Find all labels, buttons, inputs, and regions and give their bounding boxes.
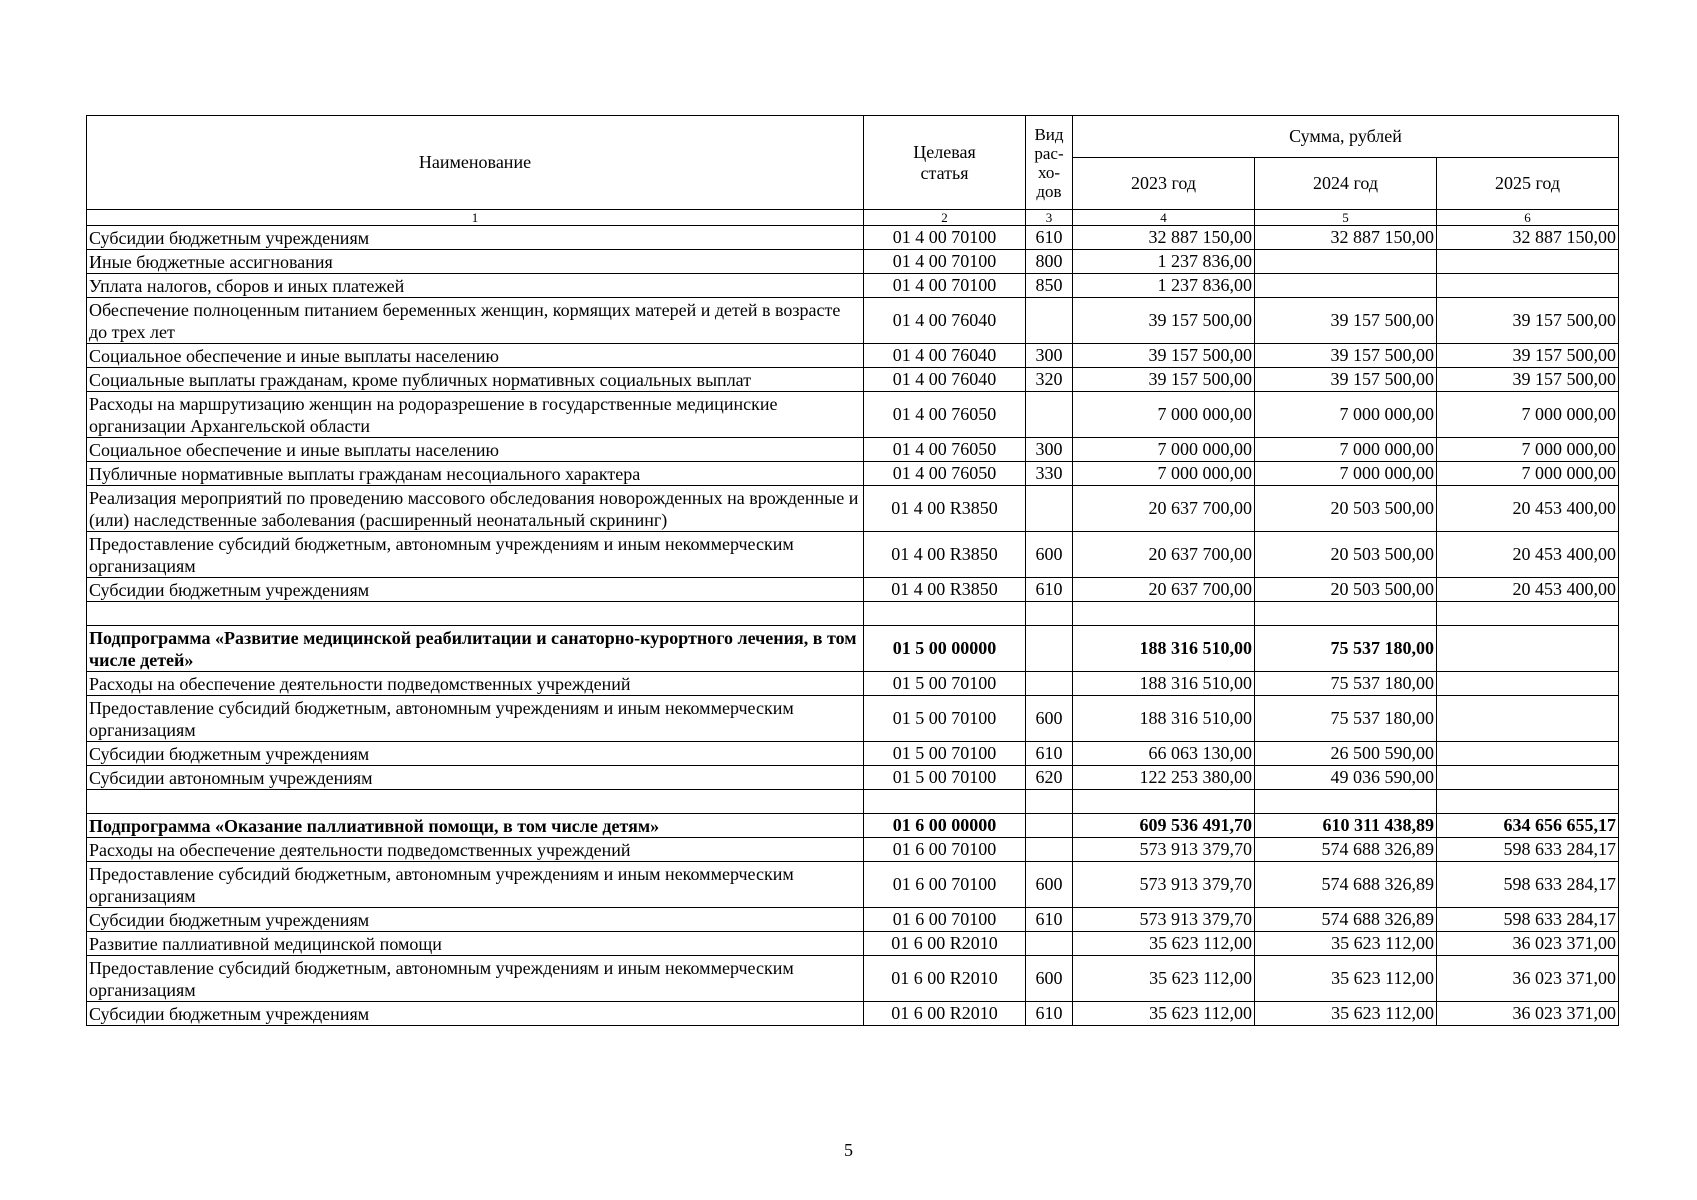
- row-expense-type: 330: [1026, 462, 1073, 486]
- row-amount-2023: 7 000 000,00: [1073, 438, 1255, 462]
- row-target-article: 01 4 00 70100: [864, 250, 1026, 274]
- table-row: [87, 742, 1619, 766]
- row-amount-2023: 573 913 379,70: [1073, 838, 1255, 862]
- row-name: [87, 790, 864, 814]
- row-amount-2023: 39 157 500,00: [1073, 368, 1255, 392]
- row-name: Подпрограмма «Развитие медицинской реабилитации и санаторно-курортного лечения, в том числе детей»: [87, 626, 864, 672]
- row-amount-2024: 35 623 112,00: [1255, 932, 1437, 956]
- row-expense-type: 850: [1026, 274, 1073, 298]
- row-name: Социальное обеспечение и иные выплаты населению: [87, 438, 864, 462]
- row-target-article: 01 6 00 00000: [864, 814, 1026, 838]
- row-amount-2025: 36 023 371,00: [1437, 932, 1619, 956]
- header-target-line2: статья: [920, 162, 969, 183]
- row-name: Субсидии бюджетным учреждениям: [87, 742, 864, 766]
- row-amount-2023: 35 623 112,00: [1073, 1002, 1255, 1026]
- header-vid-line3: хо-: [1037, 162, 1060, 182]
- table-row: [87, 932, 1619, 956]
- column-numbers-row: [87, 210, 1619, 226]
- row-target-article: 01 4 00 76050: [864, 392, 1026, 438]
- row-amount-2025: 598 633 284,17: [1437, 838, 1619, 862]
- page-number: 5: [844, 1140, 853, 1160]
- row-amount-2023: [1073, 602, 1255, 626]
- row-amount-2023: 609 536 491,70: [1073, 814, 1255, 838]
- row-amount-2023: 122 253 380,00: [1073, 766, 1255, 790]
- row-amount-2025: 598 633 284,17: [1437, 862, 1619, 908]
- row-amount-2023: 35 623 112,00: [1073, 956, 1255, 1002]
- row-name: Публичные нормативные выплаты гражданам несоциального характера: [87, 462, 864, 486]
- row-amount-2025: [1437, 790, 1619, 814]
- subprogram-row: [87, 814, 1619, 838]
- row-target-article: 01 4 00 70100: [864, 226, 1026, 250]
- row-name: Предоставление субсидий бюджетным, автономным учреждениям и иным некоммерческим организациям: [87, 696, 864, 742]
- row-expense-type: [1026, 298, 1073, 344]
- row-expense-type: 620: [1026, 766, 1073, 790]
- row-amount-2024: 574 688 326,89: [1255, 862, 1437, 908]
- row-amount-2023: 20 637 700,00: [1073, 532, 1255, 578]
- row-expense-type: [1026, 486, 1073, 532]
- row-expense-type: 300: [1026, 344, 1073, 368]
- row-name: Предоставление субсидий бюджетным, автономным учреждениям и иным некоммерческим организациям: [87, 532, 864, 578]
- table-row: [87, 766, 1619, 790]
- row-amount-2024: 610 311 438,89: [1255, 814, 1437, 838]
- row-amount-2023: 188 316 510,00: [1073, 626, 1255, 672]
- row-amount-2024: [1255, 602, 1437, 626]
- header-expense-type: [1026, 116, 1073, 210]
- table-row: [87, 532, 1619, 578]
- row-amount-2025: 7 000 000,00: [1437, 462, 1619, 486]
- row-expense-type: 800: [1026, 250, 1073, 274]
- row-amount-2024: 26 500 590,00: [1255, 742, 1437, 766]
- row-amount-2024: 35 623 112,00: [1255, 1002, 1437, 1026]
- row-amount-2023: [1073, 790, 1255, 814]
- row-amount-2024: 75 537 180,00: [1255, 696, 1437, 742]
- empty-row: [87, 602, 1619, 626]
- table-row: [87, 1002, 1619, 1026]
- row-amount-2025: [1437, 742, 1619, 766]
- table-row: [87, 250, 1619, 274]
- table-row: [87, 298, 1619, 344]
- row-amount-2025: 20 453 400,00: [1437, 578, 1619, 602]
- row-amount-2025: [1437, 626, 1619, 672]
- row-target-article: 01 4 00 76050: [864, 462, 1026, 486]
- header-year-2025: 2025 год: [1437, 158, 1619, 210]
- table-row: [87, 578, 1619, 602]
- row-expense-type: [1026, 672, 1073, 696]
- row-target-article: 01 4 00 76050: [864, 438, 1026, 462]
- row-amount-2023: 573 913 379,70: [1073, 862, 1255, 908]
- row-name: Иные бюджетные ассигнования: [87, 250, 864, 274]
- row-target-article: [864, 790, 1026, 814]
- column-number: 5: [1255, 210, 1437, 226]
- row-expense-type: 300: [1026, 438, 1073, 462]
- row-amount-2025: 39 157 500,00: [1437, 344, 1619, 368]
- row-amount-2024: 574 688 326,89: [1255, 838, 1437, 862]
- row-expense-type: [1026, 838, 1073, 862]
- row-amount-2024: 20 503 500,00: [1255, 578, 1437, 602]
- row-expense-type: 600: [1026, 862, 1073, 908]
- header-name: Наименование: [87, 116, 864, 210]
- row-target-article: 01 6 00 R2010: [864, 956, 1026, 1002]
- row-amount-2024: 7 000 000,00: [1255, 438, 1437, 462]
- row-amount-2023: 20 637 700,00: [1073, 578, 1255, 602]
- row-amount-2024: 20 503 500,00: [1255, 532, 1437, 578]
- table-row: [87, 672, 1619, 696]
- row-amount-2025: 634 656 655,17: [1437, 814, 1619, 838]
- row-amount-2024: 32 887 150,00: [1255, 226, 1437, 250]
- row-amount-2023: 1 237 836,00: [1073, 250, 1255, 274]
- row-amount-2024: 39 157 500,00: [1255, 298, 1437, 344]
- row-amount-2024: [1255, 274, 1437, 298]
- row-target-article: 01 5 00 70100: [864, 696, 1026, 742]
- table-body: [87, 226, 1619, 1026]
- row-target-article: 01 5 00 00000: [864, 626, 1026, 672]
- column-number: 4: [1073, 210, 1255, 226]
- row-expense-type: [1026, 814, 1073, 838]
- row-expense-type: [1026, 392, 1073, 438]
- row-amount-2023: 39 157 500,00: [1073, 344, 1255, 368]
- row-amount-2025: [1437, 250, 1619, 274]
- row-amount-2025: 39 157 500,00: [1437, 298, 1619, 344]
- row-amount-2025: 20 453 400,00: [1437, 486, 1619, 532]
- table-row: [87, 956, 1619, 1002]
- row-name: Развитие паллиативной медицинской помощи: [87, 932, 864, 956]
- column-number: 1: [87, 210, 864, 226]
- row-amount-2024: 7 000 000,00: [1255, 392, 1437, 438]
- row-name: Субсидии автономным учреждениям: [87, 766, 864, 790]
- row-target-article: 01 6 00 R2010: [864, 1002, 1026, 1026]
- row-amount-2025: 598 633 284,17: [1437, 908, 1619, 932]
- subprogram-row: [87, 626, 1619, 672]
- row-target-article: [864, 602, 1026, 626]
- row-name: Подпрограмма «Оказание паллиативной помощи, в том числе детям»: [87, 814, 864, 838]
- row-expense-type: 600: [1026, 532, 1073, 578]
- table-row: [87, 908, 1619, 932]
- row-amount-2023: 1 237 836,00: [1073, 274, 1255, 298]
- header-year-2023: 2023 год: [1073, 158, 1255, 210]
- table-row: [87, 462, 1619, 486]
- row-name: Расходы на маршрутизацию женщин на родоразрешение в государственные медицинские организации Архангельской области: [87, 392, 864, 438]
- row-amount-2024: 75 537 180,00: [1255, 672, 1437, 696]
- table-row: [87, 696, 1619, 742]
- header-target-line1: Целевая: [913, 141, 976, 162]
- row-name: [87, 602, 864, 626]
- row-target-article: 01 4 00 76040: [864, 298, 1026, 344]
- row-amount-2025: 36 023 371,00: [1437, 1002, 1619, 1026]
- header-target-article: [864, 116, 1026, 210]
- row-target-article: 01 4 00 76040: [864, 368, 1026, 392]
- row-amount-2024: 574 688 326,89: [1255, 908, 1437, 932]
- table-row: [87, 226, 1619, 250]
- row-target-article: 01 6 00 70100: [864, 862, 1026, 908]
- table-row: [87, 486, 1619, 532]
- column-number: 2: [864, 210, 1026, 226]
- row-expense-type: [1026, 626, 1073, 672]
- row-expense-type: [1026, 932, 1073, 956]
- row-name: Социальные выплаты гражданам, кроме публичных нормативных социальных выплат: [87, 368, 864, 392]
- row-amount-2023: 32 887 150,00: [1073, 226, 1255, 250]
- row-amount-2023: 7 000 000,00: [1073, 392, 1255, 438]
- row-expense-type: 600: [1026, 696, 1073, 742]
- row-amount-2023: 188 316 510,00: [1073, 672, 1255, 696]
- header-sum: Сумма, рублей: [1073, 116, 1619, 158]
- row-target-article: 01 5 00 70100: [864, 742, 1026, 766]
- header-vid-line4: дов: [1036, 181, 1062, 201]
- row-target-article: 01 5 00 70100: [864, 672, 1026, 696]
- row-amount-2023: 7 000 000,00: [1073, 462, 1255, 486]
- row-name: Субсидии бюджетным учреждениям: [87, 226, 864, 250]
- row-amount-2024: 35 623 112,00: [1255, 956, 1437, 1002]
- table-row: [87, 344, 1619, 368]
- row-target-article: 01 4 00 R3850: [864, 532, 1026, 578]
- row-name: Субсидии бюджетным учреждениям: [87, 1002, 864, 1026]
- row-amount-2025: 39 157 500,00: [1437, 368, 1619, 392]
- row-amount-2024: 39 157 500,00: [1255, 368, 1437, 392]
- row-amount-2025: 7 000 000,00: [1437, 438, 1619, 462]
- row-expense-type: 610: [1026, 742, 1073, 766]
- table-row: [87, 838, 1619, 862]
- empty-row: [87, 790, 1619, 814]
- row-amount-2024: 20 503 500,00: [1255, 486, 1437, 532]
- row-target-article: 01 6 00 70100: [864, 908, 1026, 932]
- row-name: Социальное обеспечение и иные выплаты населению: [87, 344, 864, 368]
- row-amount-2025: 36 023 371,00: [1437, 956, 1619, 1002]
- column-number: 3: [1026, 210, 1073, 226]
- column-number: 6: [1437, 210, 1619, 226]
- table-row: [87, 438, 1619, 462]
- table-row: [87, 392, 1619, 438]
- row-expense-type: [1026, 790, 1073, 814]
- header-vid-line1: Вид: [1034, 124, 1064, 144]
- row-target-article: 01 4 00 70100: [864, 274, 1026, 298]
- row-target-article: 01 4 00 76040: [864, 344, 1026, 368]
- row-expense-type: 610: [1026, 578, 1073, 602]
- row-target-article: 01 4 00 R3850: [864, 578, 1026, 602]
- row-target-article: 01 6 00 R2010: [864, 932, 1026, 956]
- row-amount-2025: [1437, 696, 1619, 742]
- row-target-article: 01 6 00 70100: [864, 838, 1026, 862]
- row-name: Расходы на обеспечение деятельности подведомственных учреждений: [87, 838, 864, 862]
- row-expense-type: 610: [1026, 1002, 1073, 1026]
- row-amount-2025: [1437, 602, 1619, 626]
- row-expense-type: [1026, 602, 1073, 626]
- row-name: Реализация мероприятий по проведению массового обследования новорожденных на врожденные и (или) наследственные заболевания (расширенный неонатальный скрининг): [87, 486, 864, 532]
- header-year-2024: 2024 год: [1255, 158, 1437, 210]
- row-amount-2025: [1437, 766, 1619, 790]
- row-amount-2024: 7 000 000,00: [1255, 462, 1437, 486]
- table-row: [87, 862, 1619, 908]
- row-amount-2024: 75 537 180,00: [1255, 626, 1437, 672]
- row-amount-2024: [1255, 250, 1437, 274]
- row-amount-2024: 49 036 590,00: [1255, 766, 1437, 790]
- row-amount-2023: 66 063 130,00: [1073, 742, 1255, 766]
- row-name: Обеспечение полноценным питанием беременных женщин, кормящих матерей и детей в возрасте до трех лет: [87, 298, 864, 344]
- row-amount-2023: 573 913 379,70: [1073, 908, 1255, 932]
- row-amount-2024: [1255, 790, 1437, 814]
- row-amount-2025: 32 887 150,00: [1437, 226, 1619, 250]
- row-name: Предоставление субсидий бюджетным, автономным учреждениям и иным некоммерческим организациям: [87, 862, 864, 908]
- row-amount-2024: 39 157 500,00: [1255, 344, 1437, 368]
- row-expense-type: 610: [1026, 908, 1073, 932]
- row-name: Предоставление субсидий бюджетным, автономным учреждениям и иным некоммерческим организациям: [87, 956, 864, 1002]
- row-name: Субсидии бюджетным учреждениям: [87, 908, 864, 932]
- row-name: Расходы на обеспечение деятельности подведомственных учреждений: [87, 672, 864, 696]
- row-target-article: 01 4 00 R3850: [864, 486, 1026, 532]
- budget-table: [86, 115, 1619, 1026]
- row-amount-2023: 20 637 700,00: [1073, 486, 1255, 532]
- row-amount-2023: 188 316 510,00: [1073, 696, 1255, 742]
- row-expense-type: 600: [1026, 956, 1073, 1002]
- row-amount-2025: 20 453 400,00: [1437, 532, 1619, 578]
- row-name: Субсидии бюджетным учреждениям: [87, 578, 864, 602]
- row-amount-2023: 35 623 112,00: [1073, 932, 1255, 956]
- row-expense-type: 610: [1026, 226, 1073, 250]
- row-amount-2023: 39 157 500,00: [1073, 298, 1255, 344]
- table-row: [87, 274, 1619, 298]
- header-vid-line2: рас-: [1034, 143, 1064, 163]
- row-expense-type: 320: [1026, 368, 1073, 392]
- row-amount-2025: [1437, 274, 1619, 298]
- row-name: Уплата налогов, сборов и иных платежей: [87, 274, 864, 298]
- row-amount-2025: [1437, 672, 1619, 696]
- table-row: [87, 368, 1619, 392]
- row-target-article: 01 5 00 70100: [864, 766, 1026, 790]
- row-amount-2025: 7 000 000,00: [1437, 392, 1619, 438]
